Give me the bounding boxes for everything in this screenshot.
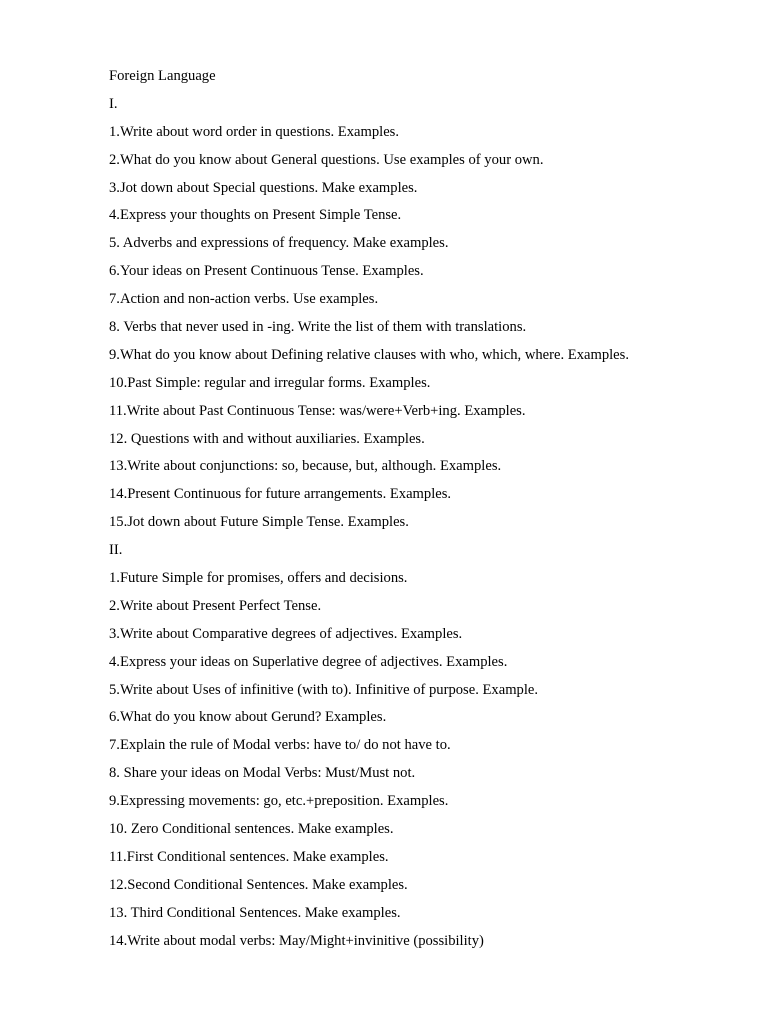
list-item: 14.Write about modal verbs: May/Might+invinitive (possibility) (109, 932, 484, 949)
list-item: 7.Explain the rule of Modal verbs: have to/ do not have to. (109, 737, 451, 754)
list-item: 14.Present Continuous for future arrangements. Examples. (109, 486, 452, 503)
list-item: 1.Write about word order in questions. Examples. (109, 123, 400, 140)
list-item: 10.Past Simple: regular and irregular forms. Examples. (109, 374, 431, 391)
list-item: 13.Write about conjunctions: so, because, but, although. Examples. (109, 458, 502, 475)
list-item: 8. Verbs that never used in -ing. Write the list of them with translations. (109, 319, 527, 336)
list-item: 6.What do you know about Gerund? Examples. (109, 709, 387, 726)
list-item: 11.First Conditional sentences. Make examples. (109, 848, 389, 865)
list-item: 12. Questions with and without auxiliaries. Examples. (109, 430, 425, 447)
document-body (109, 63, 729, 956)
list-item: 4.Express your ideas on Superlative degree of adjectives. Examples. (109, 653, 508, 670)
list-item: 13. Third Conditional Sentences. Make examples. (109, 904, 401, 921)
list-item: 6.Your ideas on Present Continuous Tense. Examples. (109, 263, 424, 280)
list-item: 8. Share your ideas on Modal Verbs: Must/Must not. (109, 765, 416, 782)
list-item: 3.Write about Comparative degrees of adjectives. Examples. (109, 625, 463, 642)
list-item: 9.What do you know about Defining relative clauses with who, which, where. Examples. (109, 346, 629, 363)
list-item: 9.Expressing movements: go, etc.+preposition. Examples. (109, 793, 449, 810)
list-item: 1.Future Simple for promises, offers and decisions. (109, 570, 408, 587)
section-heading-2: II. (109, 542, 123, 559)
list-item: 15.Jot down about Future Simple Tense. Examples. (109, 514, 409, 531)
list-item: 7.Action and non-action verbs. Use examples. (109, 291, 379, 308)
list-item: 12.Second Conditional Sentences. Make examples. (109, 876, 408, 893)
document-title: Foreign Language (109, 68, 216, 84)
list-item: 11.Write about Past Continuous Tense: was/were+Verb+ing. Examples. (109, 402, 526, 419)
section-heading-1: I. (109, 95, 118, 112)
list-item: 2.Write about Present Perfect Tense. (109, 597, 322, 614)
list-item: 5.Write about Uses of infinitive (with to). Infinitive of purpose. Example. (109, 681, 539, 698)
list-item: 3.Jot down about Special questions. Make examples. (109, 179, 418, 196)
list-item: 5. Adverbs and expressions of frequency. Make examples. (109, 235, 449, 252)
list-item: 10. Zero Conditional sentences. Make examples. (109, 821, 394, 838)
list-item: 4.Express your thoughts on Present Simple Tense. (109, 207, 402, 224)
list-item: 2.What do you know about General questions. Use examples of your own. (109, 151, 544, 168)
